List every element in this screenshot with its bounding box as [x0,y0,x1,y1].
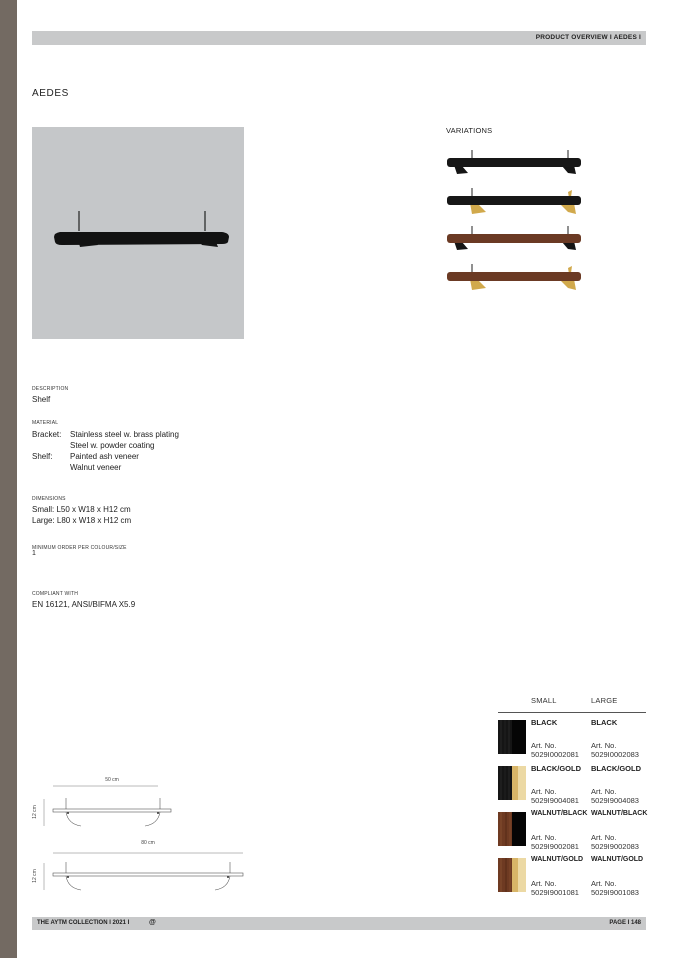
technical-drawings [28,772,248,892]
swatch-black [498,720,526,754]
small-art-number: 5029I9004081 [531,796,579,805]
small-width-label: 50 cm [105,777,119,783]
compliant-label: COMPLIANT WITH [32,591,79,597]
material-key: Shelf: [32,452,53,461]
small-art-label: Art. No. [531,879,557,888]
swatch-walnut-gold [498,858,526,892]
table-row [498,856,646,896]
large-variant-name: WALNUT/GOLD [591,856,644,863]
shelf-illustration [32,127,244,339]
small-variant-name: WALNUT/GOLD [531,856,584,863]
material-value: Steel w. powder coating [70,441,155,450]
variation-black [444,146,584,180]
swatch-black-gold [498,766,526,800]
footer-collection: THE AYTM COLLECTION I 2021 I [37,920,130,926]
large-variant-name: BLACK/GOLD [591,764,641,773]
column-header-small: SMALL [531,696,557,705]
variations-label: VARIATIONS [446,126,493,135]
large-height-label: 12 cm [32,869,38,883]
large-art-number: 5029I0002083 [591,750,639,759]
large-art-label: Art. No. [591,787,617,796]
large-art-number: 5029I9001083 [591,888,639,897]
footer-logo: @ [149,919,156,926]
small-art-label: Art. No. [531,833,557,842]
drawing-small [32,777,171,826]
large-art-number: 5029I9004083 [591,796,639,805]
large-variant-name: BLACK [591,718,618,727]
material-value: Painted ash veneer [70,452,139,461]
small-art-number: 5029I9002081 [531,842,579,851]
drawing-large [32,840,243,890]
description-label: DESCRIPTION [32,386,69,392]
large-variant-name: WALNUT/BLACK [591,810,648,817]
material-value: Walnut veneer [70,463,122,472]
variation-walnut-gold [444,260,584,294]
small-variant-name: BLACK [531,718,558,727]
minimum-order-label: MINIMUM ORDER PER COLOUR/SIZE [32,545,127,551]
small-art-number: 5029I9001081 [531,888,579,897]
material-key: Bracket: [32,430,62,439]
material-value: Stainless steel w. brass plating [70,430,179,439]
large-art-label: Art. No. [591,879,617,888]
dimensions-label: DIMENSIONS [32,496,66,502]
header-divider [498,712,646,713]
column-header-large: LARGE [591,696,618,705]
dimensions-large: Large: L80 x W18 x H12 cm [32,516,132,525]
small-height-label: 12 cm [32,805,38,819]
table-row [498,810,646,850]
page-title: AEDES [32,88,69,99]
variation-black-gold [444,184,584,218]
product-image [32,127,244,339]
small-variant-name: BLACK/GOLD [531,764,581,773]
header-bar [32,31,646,45]
minimum-order-value: 1 [32,550,36,557]
footer-page-number: PAGE I 148 [609,920,641,926]
side-stripe [0,0,17,958]
small-art-number: 5029I0002081 [531,750,579,759]
swatch-walnut-black [498,812,526,846]
large-art-number: 5029I9002083 [591,842,639,851]
header-text: PRODUCT OVERVIEW I AEDES I [535,34,641,41]
small-art-label: Art. No. [531,787,557,796]
description-value: Shelf [32,395,51,404]
large-art-label: Art. No. [591,741,617,750]
small-art-label: Art. No. [531,741,557,750]
compliant-value: EN 16121, ANSI/BIFMA X5.9 [32,600,136,609]
material-label: MATERIAL [32,420,59,426]
small-variant-name: WALNUT/BLACK [531,810,588,817]
table-row [498,764,646,804]
large-art-label: Art. No. [591,833,617,842]
footer-bar [32,917,646,930]
table-row [498,718,646,758]
variation-walnut-black [444,222,584,256]
large-width-label: 80 cm [141,840,155,846]
dimensions-small: Small: L50 x W18 x H12 cm [32,505,131,514]
